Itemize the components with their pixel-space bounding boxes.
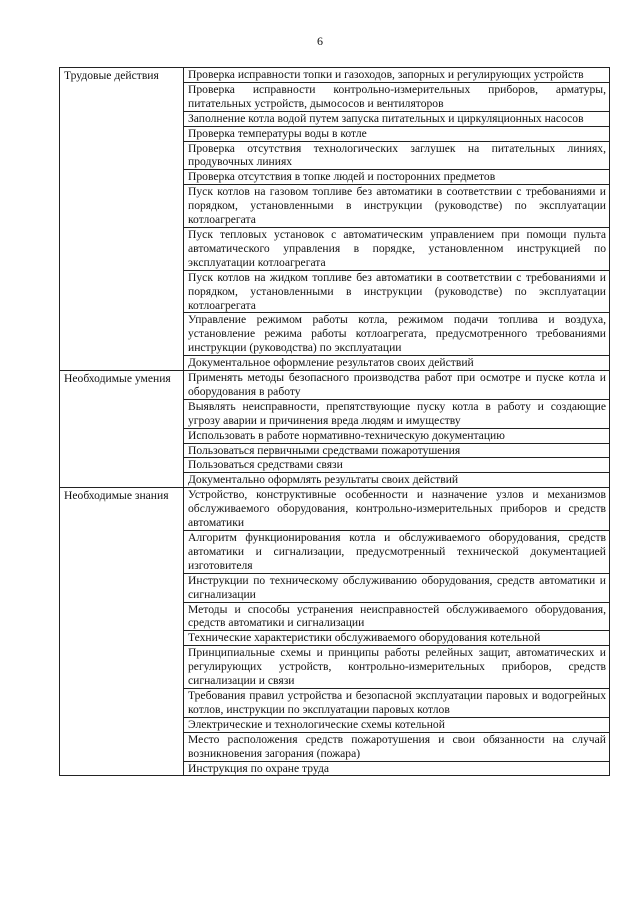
requirement-item: Документально оформлять результаты своих действий (184, 473, 610, 488)
requirement-item: Документальное оформление результатов своих действий (184, 356, 610, 371)
requirement-item: Принципиальные схемы и принципы работы релейных защит, автоматических и регулирующих устройств, контрольно-измерительных приборов, средств сигнализации и связи (184, 646, 610, 689)
requirement-item: Место расположения средств пожаротушения и свои обязанности на случай возникновения загорания (пожара) (184, 732, 610, 761)
requirement-item: Пользоваться первичными средствами пожаротушения (184, 443, 610, 458)
requirement-item: Проверка температуры воды в котле (184, 126, 610, 141)
table-body (60, 68, 610, 776)
requirement-item: Пользоваться средствами связи (184, 458, 610, 473)
page-number: 6 (317, 34, 323, 48)
table-row (60, 371, 610, 400)
requirement-item: Инструкции по техническому обслуживанию оборудования, средств автоматики и сигнализации (184, 573, 610, 602)
requirement-item: Электрические и технологические схемы котельной (184, 717, 610, 732)
requirement-item: Пуск котлов на жидком топливе без автоматики в соответствии с требованиями и порядком, установленными в инструкции (руководстве) по эксплуатации котлоагрегата (184, 270, 610, 313)
requirement-item: Управление режимом работы котла, режимом подачи топлива и воздуха, установление режима работы котлоагрегата, предусмотренного требованиями инструкции (руководства) по эксплуатации (184, 313, 610, 356)
requirement-item: Проверка отсутствия в топке людей и посторонних предметов (184, 170, 610, 185)
requirement-item: Проверка отсутствия технологических заглушек на питательных линиях, продувочных линиях (184, 141, 610, 170)
requirement-item: Проверка исправности топки и газоходов, запорных и регулирующих устройств (184, 68, 610, 83)
section-label-required-knowledge: Необходимые знания (60, 488, 184, 776)
table-row (60, 68, 610, 83)
section-label-labor-actions: Трудовые действия (60, 68, 184, 371)
requirement-item: Технические характеристики обслуживаемого оборудования котельной (184, 631, 610, 646)
table-row (60, 488, 610, 531)
requirement-item: Требования правил устройства и безопасной эксплуатации паровых и водогрейных котлов, инструкции по эксплуатации паровых котлов (184, 688, 610, 717)
requirement-item: Инструкция по охране труда (184, 761, 610, 776)
section-label-required-skills: Необходимые умения (60, 371, 184, 488)
requirement-item: Заполнение котла водой путем запуска питательных и циркуляционных насосов (184, 111, 610, 126)
requirement-item: Выявлять неисправности, препятствующие пуску котла в работу и создающие угрозу аварии и причинения вреда людям и имуществу (184, 399, 610, 428)
requirement-item: Методы и способы устранения неисправностей обслуживаемого оборудования, средств автоматики и сигнализации (184, 602, 610, 631)
requirements-table (59, 67, 610, 776)
requirement-item: Проверка исправности контрольно-измерительных приборов, арматуры, питательных устройств, дымососов и вентиляторов (184, 82, 610, 111)
requirement-item: Пуск котлов на газовом топливе без автоматики в соответствии с требованиями и порядком, установленными в инструкции (руководстве) по эксплуатации котлоагрегата (184, 185, 610, 228)
requirement-item: Алгоритм функционирования котла и обслуживаемого оборудования, средств автоматики и сигнализации, предусмотренный технической документацией изготовителя (184, 531, 610, 574)
requirement-item: Применять методы безопасного производства работ при осмотре и пуске котла и оборудования в работу (184, 371, 610, 400)
requirement-item: Пуск тепловых установок с автоматическим управлением при помощи пульта автоматического управления в порядке, установленном инструкцией по эксплуатации котлоагрегата (184, 227, 610, 270)
requirement-item: Использовать в работе нормативно-техническую документацию (184, 428, 610, 443)
requirement-item: Устройство, конструктивные особенности и назначение узлов и механизмов обслуживаемого оборудования, контрольно-измерительных приборов и средств автоматики (184, 488, 610, 531)
